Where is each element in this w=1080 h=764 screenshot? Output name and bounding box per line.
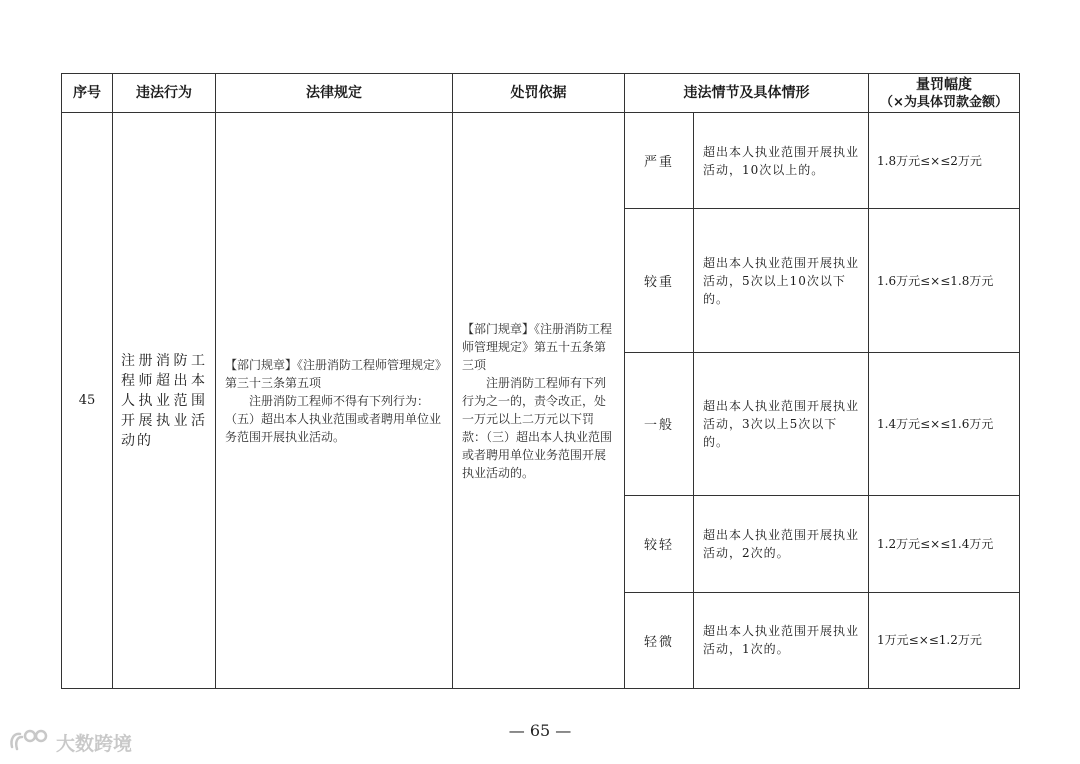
header-range-title: 量罚幅度: [916, 76, 972, 93]
page-number: — 65 —: [508, 721, 572, 740]
header-act: 违法行为: [113, 74, 216, 113]
level-slight: 轻微: [625, 592, 694, 688]
range-serious: 1.6万元≤×≤1.8万元: [869, 209, 1020, 352]
row-number: 45: [62, 113, 113, 689]
header-circumstances: 违法情节及具体情形: [625, 74, 869, 113]
header-range-note: （×为具体罚款金额）: [880, 94, 1008, 110]
legal-provision: [216, 113, 453, 689]
detail-slight: 超出本人执业范围开展执业活动，1次的。: [694, 592, 869, 688]
detail-minor: 超出本人执业范围开展执业活动，2次的。: [694, 496, 869, 592]
legal-provision-text: 注册消防工程师不得有下列行为：（五）超出本人执业范围或者聘用单位业务范围开展执业活动。: [225, 393, 442, 444]
level-general: 一般: [625, 352, 694, 495]
penalty-basis: [453, 113, 625, 689]
legal-provision-source: 【部门规章】《注册消防工程师管理规定》第三十三条第五项: [225, 357, 442, 390]
level-severe: 严重: [625, 113, 694, 209]
penalty-table: [61, 73, 1020, 689]
penalty-basis-text: 注册消防工程师有下列行为之一的，责令改正，处一万元以上二万元以下罚款：（三）超出本人执业范围或者聘用单位业务范围开展执业活动的。: [462, 375, 613, 480]
violation-act: 注册消防工程师超出本人执业范围开展执业活动的: [113, 113, 216, 689]
table-row: [62, 113, 1020, 209]
watermark-logo-icon: [8, 727, 52, 758]
header-range: [869, 74, 1020, 113]
detail-severe: 超出本人执业范围开展执业活动，10次以上的。: [694, 113, 869, 209]
header-basis: 处罚依据: [453, 74, 625, 113]
range-general: 1.4万元≤×≤1.6万元: [869, 352, 1020, 495]
detail-general: 超出本人执业范围开展执业活动，3次以上5次以下的。: [694, 352, 869, 495]
range-slight: 1万元≤×≤1.2万元: [869, 592, 1020, 688]
watermark-text: 大数跨境: [56, 732, 133, 755]
table-header-row: [62, 74, 1020, 113]
level-serious: 较重: [625, 209, 694, 352]
watermark: [8, 728, 132, 756]
level-minor: 较轻: [625, 496, 694, 592]
header-no: 序号: [62, 74, 113, 113]
penalty-basis-source: 【部门规章】《注册消防工程师管理规定》第五十五条第三项: [462, 321, 613, 372]
detail-serious: 超出本人执业范围开展执业活动，5次以上10次以下的。: [694, 209, 869, 352]
range-minor: 1.2万元≤×≤1.4万元: [869, 496, 1020, 592]
header-law: 法律规定: [216, 74, 453, 113]
range-severe: 1.8万元≤×≤2万元: [869, 113, 1020, 209]
